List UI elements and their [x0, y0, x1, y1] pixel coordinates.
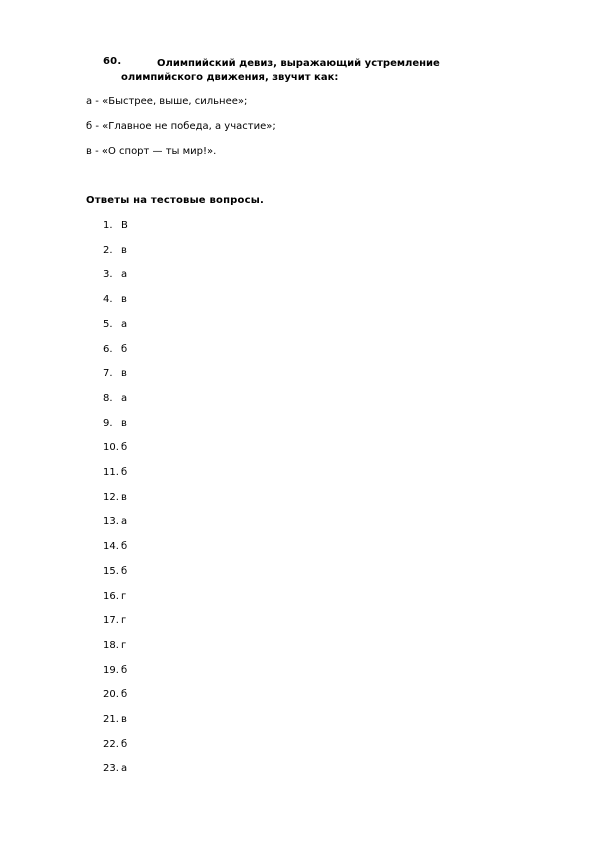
- answer-value: В: [121, 220, 128, 231]
- answer-value: в: [121, 418, 127, 429]
- answer-item: [0, 739, 200, 753]
- answer-number: 5.: [103, 319, 113, 330]
- answer-number: 4.: [103, 294, 113, 305]
- answer-number: 23.: [103, 763, 119, 774]
- answer-item: [0, 541, 200, 555]
- answer-value: б: [121, 344, 128, 355]
- answer-item: [0, 689, 200, 703]
- answer-item: [0, 665, 200, 679]
- answer-number: 7.: [103, 368, 113, 379]
- answer-number: 6.: [103, 344, 113, 355]
- question-text-line1: Олимпийский девиз, выражающий устремление: [157, 58, 440, 69]
- option-a: а - «Быстрее, выше, сильнее»;: [86, 96, 248, 107]
- option-b: б - «Главное не победа, а участие»;: [86, 121, 276, 132]
- answer-number: 21.: [103, 714, 119, 725]
- answer-item: [0, 442, 200, 456]
- answer-value: в: [121, 492, 127, 503]
- answer-value: а: [121, 516, 128, 527]
- answer-item: [0, 492, 200, 506]
- answer-item: [0, 245, 200, 259]
- answer-value: а: [121, 393, 128, 404]
- answer-item: [0, 615, 200, 629]
- answer-item: [0, 220, 200, 234]
- answer-item: [0, 763, 200, 777]
- answer-number: 18.: [103, 640, 119, 651]
- answer-value: б: [121, 566, 128, 577]
- answer-value: б: [121, 665, 128, 676]
- answer-number: 13.: [103, 516, 119, 527]
- answer-value: г: [121, 591, 127, 602]
- answer-value: г: [121, 640, 127, 651]
- answer-item: [0, 516, 200, 530]
- answer-number: 16.: [103, 591, 119, 602]
- answer-item: [0, 344, 200, 358]
- answer-item: [0, 566, 200, 580]
- answer-item: [0, 393, 200, 407]
- answer-number: 2.: [103, 245, 113, 256]
- answer-value: б: [121, 467, 128, 478]
- question-number: 60.: [103, 56, 122, 67]
- answer-item: [0, 368, 200, 382]
- answer-item: [0, 640, 200, 654]
- answer-number: 10.: [103, 442, 119, 453]
- answer-item: [0, 418, 200, 432]
- answer-number: 14.: [103, 541, 119, 552]
- answer-item: [0, 294, 200, 308]
- answer-value: в: [121, 245, 127, 256]
- option-c: в - «О спорт — ты мир!».: [86, 146, 217, 157]
- answer-value: в: [121, 368, 127, 379]
- answer-number: 9.: [103, 418, 113, 429]
- answer-number: 8.: [103, 393, 113, 404]
- answer-item: [0, 467, 200, 481]
- answer-item: [0, 269, 200, 283]
- answer-item: [0, 714, 200, 728]
- answer-value: б: [121, 689, 128, 700]
- answer-number: 15.: [103, 566, 119, 577]
- answer-value: в: [121, 714, 127, 725]
- answer-value: в: [121, 294, 127, 305]
- answer-number: 3.: [103, 269, 113, 280]
- answer-number: 11.: [103, 467, 119, 478]
- answer-item: [0, 591, 200, 605]
- answers-heading: Ответы на тестовые вопросы.: [86, 195, 264, 206]
- answer-value: а: [121, 269, 128, 280]
- answer-number: 20.: [103, 689, 119, 700]
- answer-number: 22.: [103, 739, 119, 750]
- answer-number: 19.: [103, 665, 119, 676]
- answer-item: [0, 319, 200, 333]
- answer-value: б: [121, 739, 128, 750]
- answer-number: 1.: [103, 220, 113, 231]
- answer-value: а: [121, 763, 128, 774]
- answer-value: а: [121, 319, 128, 330]
- answer-value: б: [121, 541, 128, 552]
- answer-value: б: [121, 442, 128, 453]
- question-text-line2: олимпийского движения, звучит как:: [121, 72, 339, 83]
- answer-value: г: [121, 615, 127, 626]
- answer-number: 17.: [103, 615, 119, 626]
- answer-number: 12.: [103, 492, 119, 503]
